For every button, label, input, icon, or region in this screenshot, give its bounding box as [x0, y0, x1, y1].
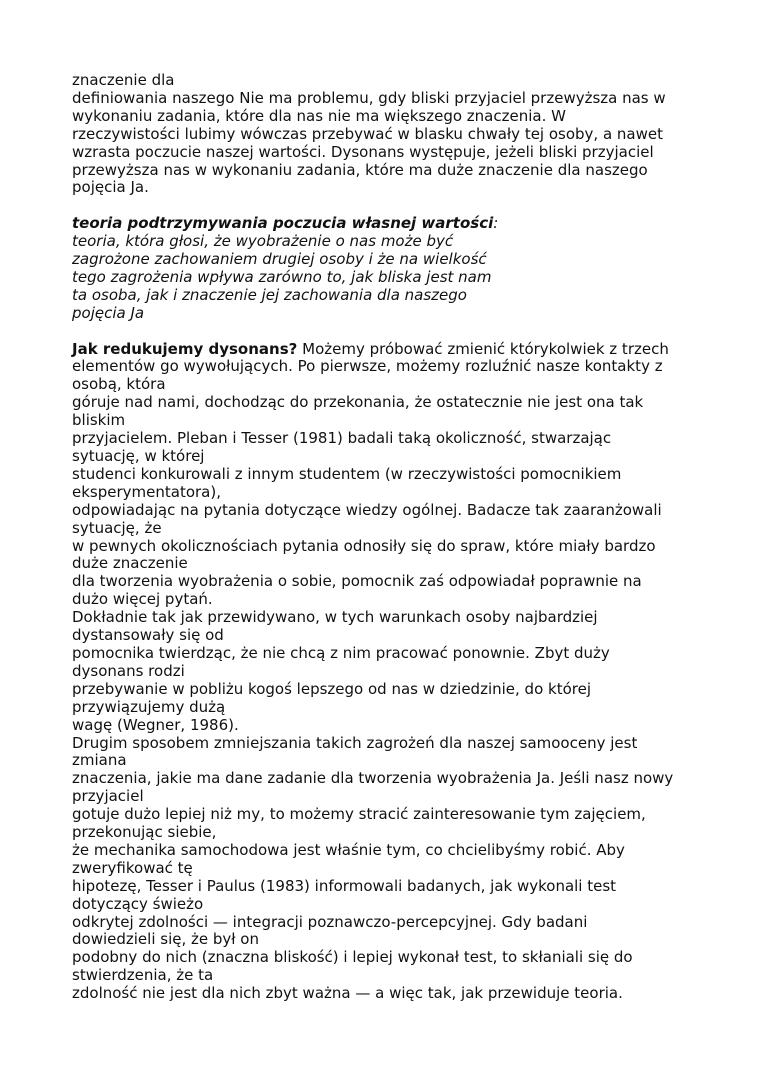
text-line: zweryfikować tę — [72, 858, 193, 877]
definition-term: teoria podtrzymywania poczucia własnej wartości — [72, 214, 494, 233]
heading-line — [72, 341, 690, 359]
text-line: eksperymentatora), — [72, 482, 221, 501]
text-line: że mechanika samochodowa jest właśnie tym, co chcielibyśmy robić. Aby — [72, 840, 625, 859]
definition-line: zagrożone zachowaniem drugiej osoby i że na wielkość — [72, 250, 487, 269]
text-line: definiowania naszego Nie ma problemu, gdy bliski przyjaciel przewyższa nas w — [72, 88, 666, 107]
section-heading: Jak redukujemy dysonans? — [72, 339, 298, 358]
paragraph-lines — [72, 358, 690, 1003]
text-line: pojęcia Ja. — [72, 178, 149, 197]
text-line: studenci konkurowali z innym studentem (w rzeczywistości pomocnikiem — [72, 464, 622, 483]
text-line: zmiana — [72, 751, 127, 770]
heading-continuation: Możemy próbować zmienić którykolwiek z trzech — [297, 339, 669, 358]
paragraph-spacer — [72, 323, 690, 341]
text-line: sytuację, że — [72, 518, 162, 537]
text-line: Drugim sposobem zmniejszania takich zagrożeń dla naszej samooceny jest — [72, 733, 638, 752]
text-line: bliskim — [72, 411, 126, 430]
text-line: przekonując siebie, — [72, 823, 217, 842]
definition-term-line — [72, 215, 690, 233]
paragraph-spacer — [72, 197, 690, 215]
text-line: wzrasta poczucie naszej wartości. Dysonans występuje, jeżeli bliski przyjaciel — [72, 142, 654, 161]
text-line: odpowiadając na pytania dotyczące wiedzy ogólnej. Badacze tak zaaranżowali — [72, 500, 662, 519]
document-page — [72, 72, 690, 1003]
text-line: osobą, która — [72, 375, 166, 394]
text-line: zdolność nie jest dla nich zbyt ważna — a więc tak, jak przewiduje teoria. — [72, 984, 623, 1003]
text-line: dotyczący świeżo — [72, 894, 204, 913]
text-line: przewyższa nas w wykonaniu zadania, które ma duże znaczenie dla naszego — [72, 160, 648, 179]
text-line: przywiązujemy dużą — [72, 697, 226, 716]
text-line: dowiedzieli się, że był on — [72, 930, 259, 949]
text-line: w pewnych okolicznościach pytania odnosiły się do spraw, które miały bardzo — [72, 536, 656, 555]
definition-line: tego zagrożenia wpływa zarówno to, jak bliska jest nam — [72, 267, 492, 286]
definition-colon: : — [493, 214, 499, 233]
text-line: dystansowały się od — [72, 626, 224, 645]
definition-line: teoria, która głosi, że wyobrażenie o nas może być — [72, 232, 454, 251]
text-line: dużo więcej pytań. — [72, 590, 213, 609]
text-line: przyjaciel — [72, 787, 144, 806]
text-line: góruje nad nami, dochodząc do przekonania, że ostatecznie nie jest ona tak — [72, 393, 644, 412]
text-line: duże znaczenie — [72, 554, 188, 573]
text-line: wagę (Wegner, 1986). — [72, 715, 239, 734]
paragraph-dissonance — [72, 341, 690, 1004]
text-line: rzeczywistości lubimy wówczas przebywać w blasku chwały tej osoby, a nawet — [72, 124, 664, 143]
text-line: elementów go wywołujących. Po pierwsze, możemy rozluźnić nasze kontakty z — [72, 357, 663, 376]
text-line: odkrytej zdolności — integracji poznawczo-percepcyjnej. Gdy badani — [72, 912, 588, 931]
text-line: pomocnika twierdząc, że nie chcą z nim pracować ponownie. Zbyt duży — [72, 643, 610, 662]
text-line: hipotezę, Tesser i Paulus (1983) informowali badanych, jak wykonali test — [72, 876, 617, 895]
text-line: wykonaniu zadania, które dla nas nie ma większego znaczenia. W — [72, 106, 566, 125]
text-line: dysonans rodzi — [72, 661, 185, 680]
text-line: dla tworzenia wyobrażenia o sobie, pomocnik zaś odpowiadał poprawnie na — [72, 572, 642, 591]
text-line: stwierdzenia, że ta — [72, 966, 214, 985]
paragraph-intro — [72, 72, 690, 197]
text-line: podobny do nich (znaczna bliskość) i lepiej wykonał test, to skłaniali się do — [72, 948, 633, 967]
text-line: przyjacielem. Pleban i Tesser (1981) badali taką okoliczność, stwarzając — [72, 429, 612, 448]
text-line: przebywanie w pobliżu kogoś lepszego od nas w dziedzinie, do której — [72, 679, 591, 698]
definition-line: ta osoba, jak i znaczenie jej zachowania dla naszego — [72, 285, 467, 304]
text-line: gotuje dużo lepiej niż my, to możemy stracić zainteresowanie tym zajęciem, — [72, 805, 646, 824]
text-line: znaczenie dla — [72, 71, 175, 89]
definition-box — [72, 215, 690, 322]
text-line: znaczenia, jakie ma dane zadanie dla tworzenia wyobrażenia Ja. Jeśli nasz nowy — [72, 769, 674, 788]
text-line: sytuację, w której — [72, 447, 205, 465]
definition-line: pojęcia Ja — [72, 303, 145, 322]
text-line: Dokładnie tak jak przewidywano, w tych warunkach osoby najbardziej — [72, 608, 598, 627]
